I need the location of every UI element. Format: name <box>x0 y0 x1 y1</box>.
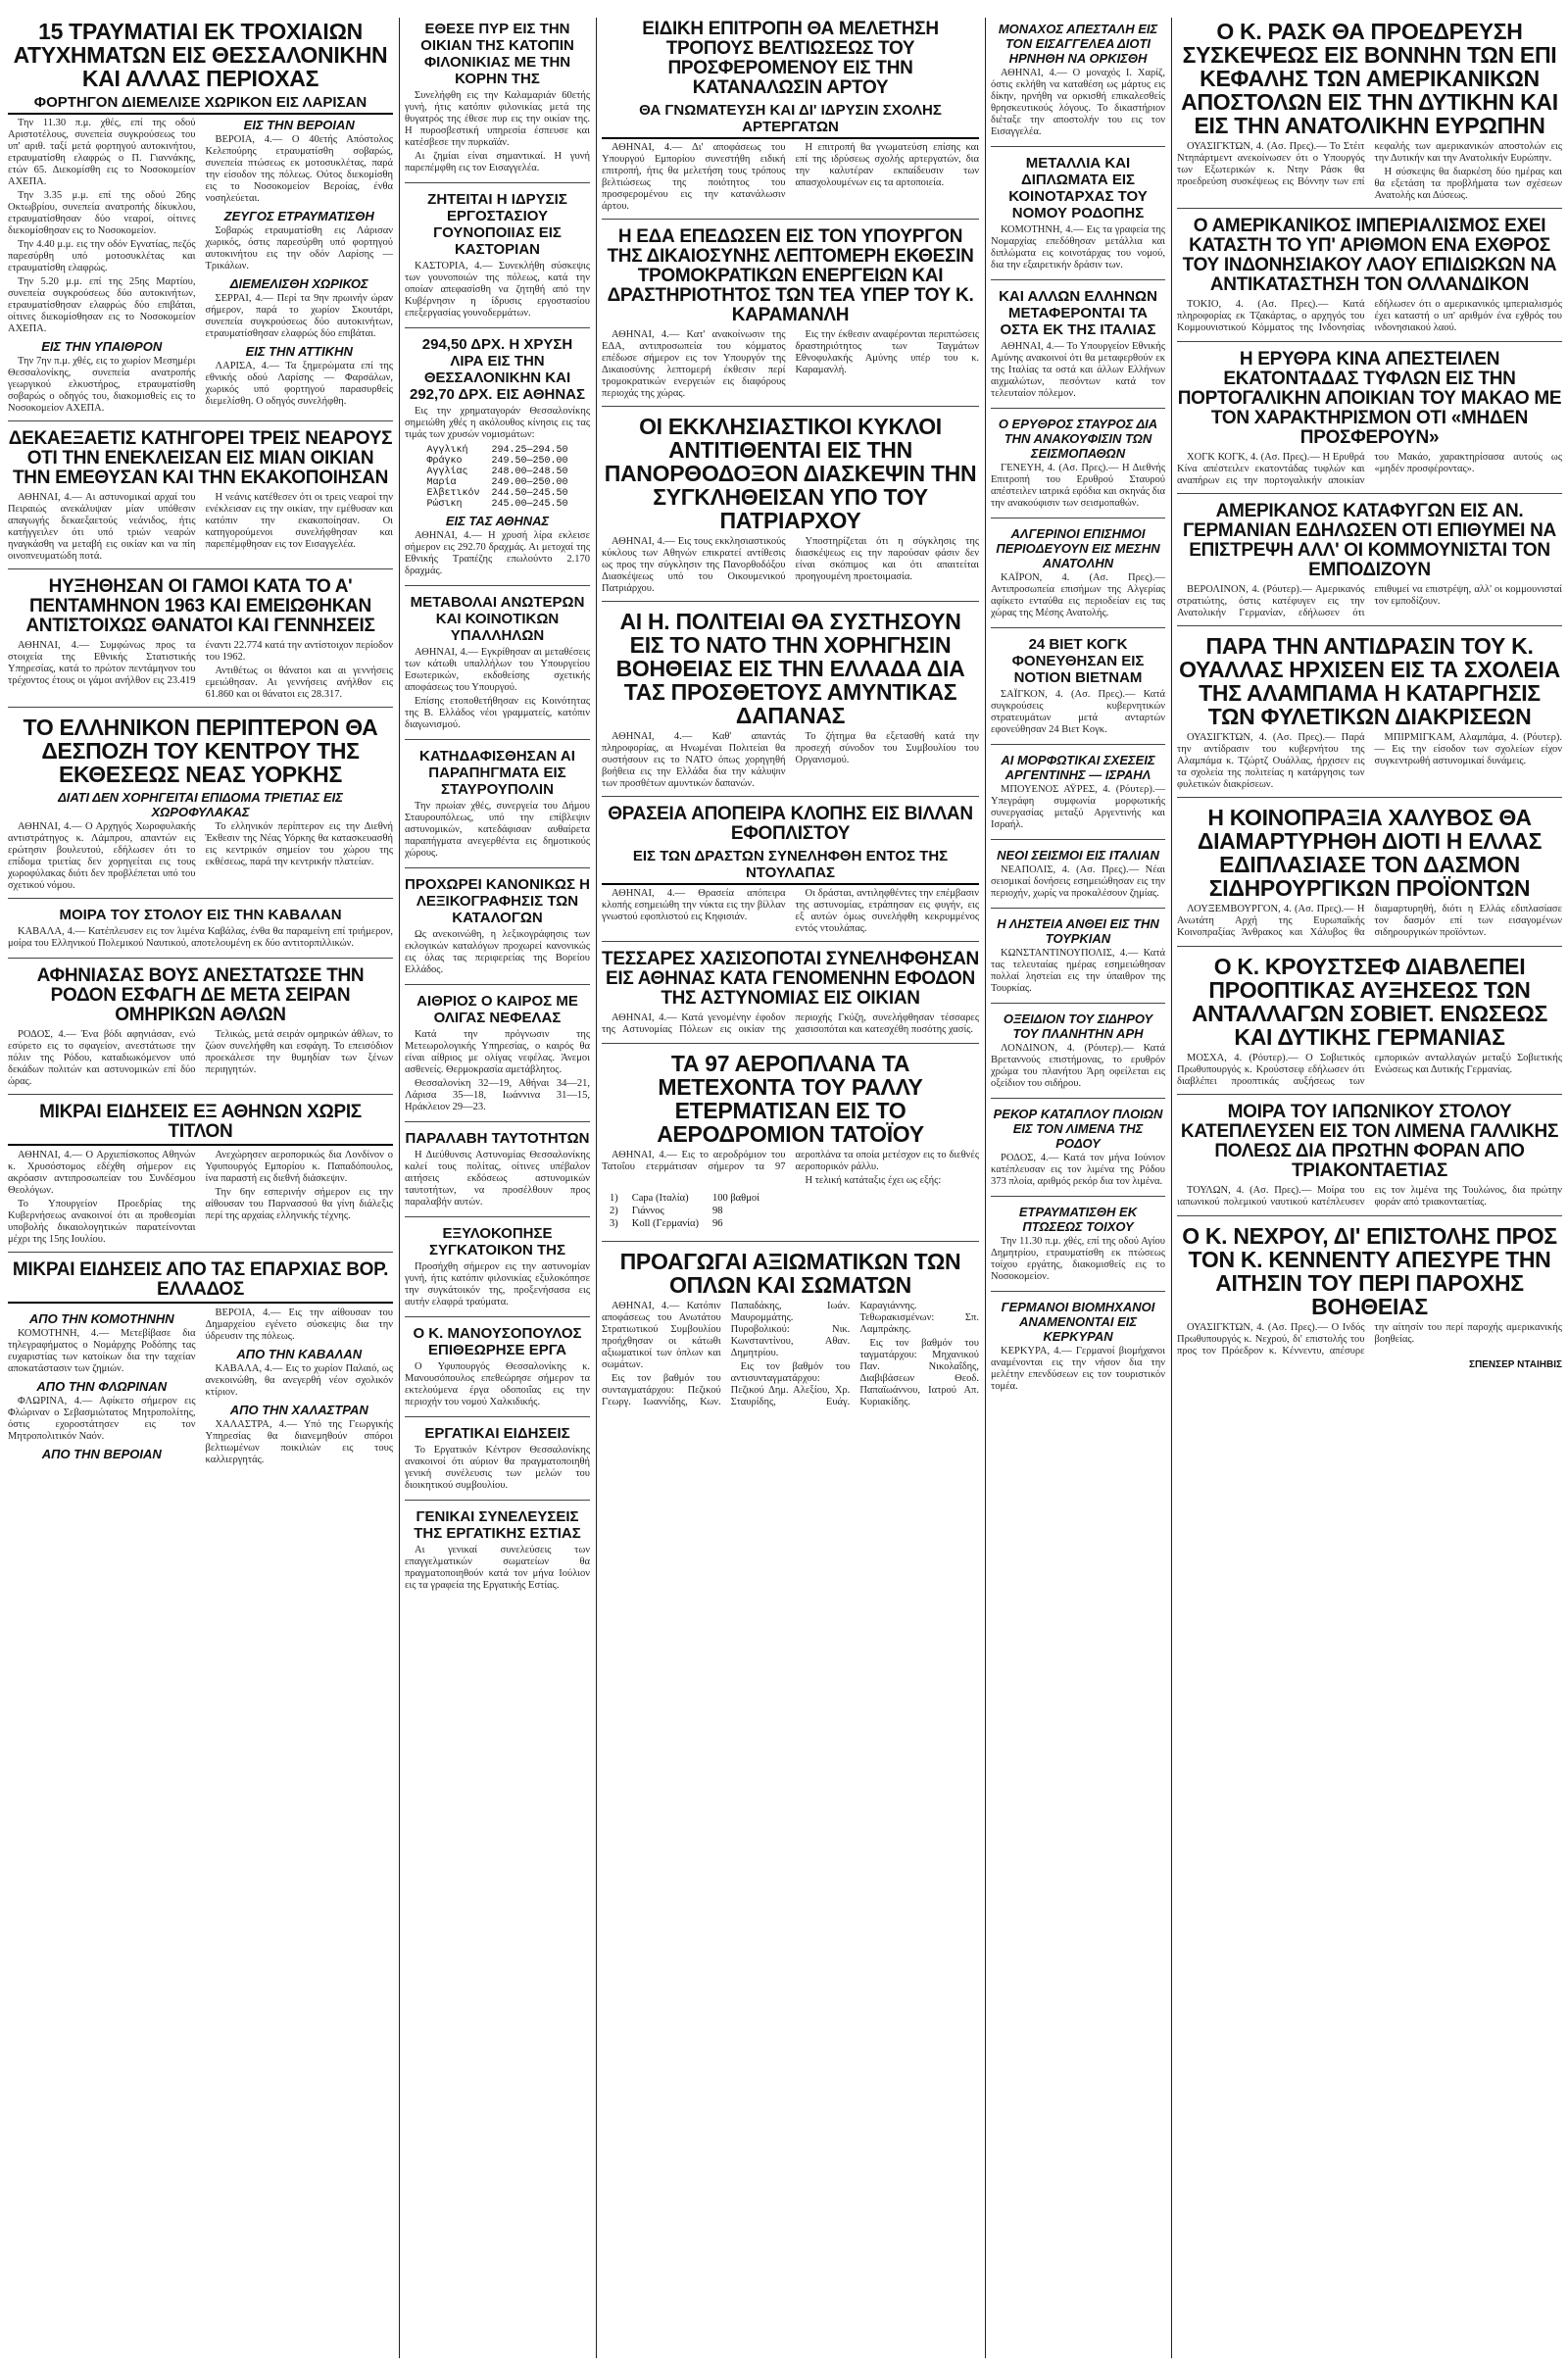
column-4 <box>991 18 1165 2358</box>
column-5 <box>1177 18 1562 2358</box>
paragraph: ΑΘΗΝΑΙ, 4.— Κατά γενομένην έφοδον της Αστυνομίας Πόλεων εις οικίαν της περιοχής Γκύζη, συνελήφθησαν τέσσαρες χασισοπόται και κατεσχέθη ποσότης χασίς. <box>602 1012 979 1035</box>
headline: 24 ΒΙΕΤ ΚΟΓΚ ΦΟΝΕΥΘΗΣΑΝ ΕΙΣ ΝΟΤΙΟΝ ΒΙΕΤΝΑΜ <box>1011 636 1145 686</box>
paragraph: Την 6ην εσπερινήν σήμερον εις την αίθουσαν του Παρνασσού θα γίνη διάλεξις περί της αρχαίας ελληνικής τέχνης. <box>205 1187 393 1221</box>
article-gold-sovereign <box>405 336 590 586</box>
column-3 <box>602 18 979 2358</box>
article-body <box>8 926 393 950</box>
paragraph: ΒΕΡΟΙΑ, 4.— Εις την αίθουσαν του Δημαρχείου εγένετο σύσκεψις δια την ύδρευσιν της πόλεως. <box>205 1307 393 1342</box>
article-japanese-fleet <box>1177 1103 1562 1216</box>
paragraph: Ο Υφυπουργός Θεσσαλονίκης κ. Μανουσόπουλος επεθεώρησε σήμερον τα εκτελούμενα έργα οδοποιΐας εις την περιοχήν του νομού Χαλκιδικής. <box>405 1361 590 1407</box>
section-title: ΖΕΥΓΟΣ ΕΤΡΑΥΜΑΤΙΣΘΗ <box>223 209 374 223</box>
subheadline: ΘΑ ΓΝΩΜΑΤΕΥΣΗ ΚΑΙ ΔΙ' ΙΔΡΥΣΙΝ ΣΧΟΛΗΣ ΑΡΤΕΡΓΑΤΩΝ <box>602 102 979 139</box>
price-label: Φράγκο <box>426 456 463 467</box>
paragraph: ΜΠΟΥΕΝΟΣ ΑΫΡΕΣ, 4. (Ρόυτερ).— Υπεγράφη συμφωνία μορφωτικής συνεργασίας μεταξύ Αργεντινής και Ισραήλ. <box>991 784 1165 830</box>
article-body <box>405 261 590 320</box>
article-officer-promotions <box>602 1250 979 1415</box>
headline: Ο Κ. ΚΡΟΥΣΤΣΕΦ ΔΙΑΒΛΕΠΕΙ ΠΡΟΟΠΤΙΚΑΣ ΑΥΞΗΣΕΩΣ ΤΩΝ ΑΝΤΑΛΛΑΓΩΝ ΣΟΒΙΕΤ. ΕΝΩΣΕΩΣ ΚΑΙ ΔΥΤΙΚΗΣ ΓΕΡΜΑΝΙΑΣ <box>1191 954 1548 1050</box>
article-viet-cong <box>991 636 1165 745</box>
paragraph: Σοβαρώς ετραυματίσθη εις Λάρισαν χωρικός, όστις παρεσύρθη υπό φορτηγού αυτοκινήτου εις την οδόν Λαρίσης — Τρικάλων. <box>205 225 393 271</box>
article-body <box>1177 732 1562 791</box>
headline: ΑΙ ΜΟΡΦΩΤΙΚΑΙ ΣΧΕΣΕΙΣ ΑΡΓΕΝΤΙΝΗΣ — ΙΣΡΑΗΛ <box>1001 753 1155 782</box>
subheadline: ΕΙΣ ΤΩΝ ΔΡΑΣΤΩΝ ΣΥΝΕΛΗΦΘΗ ΕΝΤΟΣ ΤΗΣ ΝΤΟΥΛΑΠΑΣ <box>602 848 979 885</box>
article-body <box>405 929 590 976</box>
headline: Η ΕΡΥΘΡΑ ΚΙΝΑ ΑΠΕΣΤΕΙΛΕΝ ΕΚΑΤΟΝΤΑΔΑΣ ΤΥΦΛΩΝ ΕΙΣ ΤΗΝ ΠΟΡΤΟΓΑΛΙΚΗΝ ΑΠΟΙΚΙΑΝ ΤΟΥ ΜΑΚΑΟ ΜΕ ΤΟΝ ΧΑΡΑΚΤΗΡΙΣΜΟΝ ΟΤΙ «ΜΗΔΕΝ ΠΡΟΣΦΕΡΟΥΝ» <box>1177 349 1562 448</box>
paragraph: ΚΩΝΣΤΑΝΤΙΝΟΥΠΟΛΙΣ, 4.— Κατά τας τελευταίας ημέρας εσημειώθησαν πολλαί ληστείαι εις την ύπαιθρον της Τουρκίας. <box>991 948 1165 994</box>
article-body <box>405 1029 590 1113</box>
article-argentina-israel <box>991 753 1165 840</box>
article-marriages-statistics <box>8 577 393 708</box>
article-macao <box>1177 350 1562 494</box>
section-title: ΑΠΟ ΤΗΝ ΚΟΜΟΤΗΝΗΝ <box>28 1311 174 1326</box>
article-manousopoulos <box>405 1325 590 1417</box>
headline: 15 ΤΡΑΥΜΑΤΙΑΙ ΕΚ ΤΡΟΧΙΑΙΩΝ ΑΤΥΧΗΜΑΤΩΝ ΕΙΣ ΘΕΣΣΑΛΟΝΙΚΗΝ ΚΑΙ ΑΛΛΑΣ ΠΕΡΙΟΧΑΣ <box>13 19 388 91</box>
paragraph: ΣΑΪΓΚΟΝ, 4. (Ασ. Πρες).— Κατά συγκρούσεις κυβερνητικών στρατευμάτων μετά ανταρτών εφονεύθησαν 24 Βιετ Κογκ. <box>991 689 1165 735</box>
article-body <box>1177 584 1562 619</box>
headline: ΝΕΟΙ ΣΕΙΣΜΟΙ ΕΙΣ ΙΤΑΛΙΑΝ <box>997 848 1159 863</box>
table-row <box>604 1193 765 1204</box>
article-fur-factory <box>405 191 590 328</box>
headline: ΜΕΤΑΒΟΛΑΙ ΑΝΩΤΕΡΩΝ ΚΑΙ ΚΟΙΝΟΤΙΚΩΝ ΥΠΑΛΛΗΛΩΝ <box>410 594 585 644</box>
paragraph: Αι γενικαί συνελεύσεις των επαγγελματικών σωματείων θα πραγματοποιηθούν κατά τον μήνα Ιούλιον εις τα γραφεία της Εργατικής Εστίας. <box>405 1545 590 1591</box>
paragraph: ΛΟΥΞΕΜΒΟΥΡΓΟΝ, 4. (Ασ. Πρες).— Η Ανωτάτη Αρχή της Ευρωπαϊκής Κοινοπραξίας Άνθρακος και Χάλυβος θα διαμαρτυρηθή, διότι η Ελλάς εδιπλασίασε τον δασμόν επί των εισαγομένων σιδηρουργικών προϊόντων. <box>1177 904 1562 938</box>
paragraph: ΚΕΡΚΥΡΑ, 4.— Γερμανοί βιομήχανοι αναμένονται εις την νήσον δια την μελέτην επενδύσεων εις τον τουριστικόν τομέα. <box>991 1346 1165 1392</box>
article-body <box>602 1301 979 1409</box>
article-body <box>991 68 1165 138</box>
article-provinces-briefs <box>8 1260 393 1472</box>
article-labor-news <box>405 1425 590 1501</box>
headline: ΜΟΙΡΑ ΤΟΥ ΙΑΠΩΝΙΚΟΥ ΣΤΟΛΟΥ ΚΑΤΕΠΛΕΥΣΕΝ ΕΙΣ ΤΟΝ ΛΙΜΕΝΑ ΓΑΛΛΙΚΗΣ ΠΟΛΕΩΣ ΔΙΑ ΠΡΩΤΗΝ ΦΟΡΑΝ ΑΠΟ ΤΡΙΑΚΟΝΤΑΕΤΙΑΣ <box>1180 1102 1559 1181</box>
headline: ΤΕΣΣΑΡΕΣ ΧΑΣΙΣΟΠΟΤΑΙ ΣΥΝΕΛΗΦΘΗΣΑΝ ΕΙΣ ΑΘΗΝΑΣ ΚΑΤΑ ΓΕΝΟΜΕΝΗΝ ΕΦΟΔΟΝ ΤΗΣ ΑΣΤΥΝΟΜΙΑΣ ΕΙΣ ΟΙΚΙΑΝ <box>602 949 979 1009</box>
paragraph: ΑΘΗΝΑΙ, 4.— Ο μοναχός Ι. Χαρίζ, όστις εκλήθη να καταθέση ως μάρτυς εις δίκην, ηρνήθη να ορκισθή επικαλεσθείς θρησκευτικούς λόγους. Το δικαστήριον διέταξε την αποστολήν του εις τον Εισαγγελέα. <box>991 68 1165 137</box>
article-electoral-lists <box>405 876 590 985</box>
paragraph: Την 3.35 μ.μ. επί της οδού 26ης Οκτωβρίου, συνεπεία ανατροπής δίκυκλου, ετραυματίσθησαν δύο νεαροί, οίτινες διεκομίσθησαν εις το Νοσοκομείον. <box>8 190 196 236</box>
byline: ΣΠΕΝΣΕΡ ΝΤΑΙΗΒΙΣ <box>1468 1359 1562 1370</box>
article-employee-transfers <box>405 594 590 740</box>
headline: ΑΙ Η. ΠΟΛΙΤΕΙΑΙ ΘΑ ΣΥΣΤΗΣΟΥΝ ΕΙΣ ΤΟ ΝΑΤΟ ΤΗΝ ΧΟΡΗΓΗΣΙΝ ΒΟΗΘΕΙΑΣ ΕΙΣ ΤΗΝ ΕΛΛΑΔΑ ΔΙΑ ΤΑΣ ΠΡΟΣΘΕΤΟΥΣ ΑΜΥΝΤΙΚΑΣ ΔΑΠΑΝΑΣ <box>615 609 965 728</box>
paragraph: Υποστηρίζεται ότι η σύγκλησις της διασκέψεως εις την παρούσαν φάσιν δεν είναι σκόπιμος και ότι απαιτείται προηγουμένη προετοιμασία. <box>795 536 979 582</box>
headline: ΟΞΕΙΔΙΟΝ ΤΟΥ ΣΙΔΗΡΟΥ ΤΟΥ ΠΛΑΝΗΤΗΝ ΑΡΗ <box>1003 1011 1153 1041</box>
article-body <box>602 1150 979 1187</box>
article-italy-earthquakes <box>991 848 1165 909</box>
article-body <box>8 118 393 415</box>
paragraph: ΛΑΡΙΣΑ, 4.— Τα ξημερώματα επί της εθνικής οδού Λαρίσης — Φαρσάλων, χωρικός υπό φορτηγού παρασυρθείς διεμελίσθη. Ο οδηγός συνελήφθη. <box>205 361 393 407</box>
headline: Ο Κ. ΡΑΣΚ ΘΑ ΠΡΟΕΔΡΕΥΣΗ ΣΥΣΚΕΨΕΩΣ ΕΙΣ ΒΟΝΝΗΝ ΤΩΝ ΕΠΙ ΚΕΦΑΛΗΣ ΤΩΝ ΑΜΕΡΙΚΑΝΙΚΩΝ ΑΠΟΣΤΟΛΩΝ ΕΙΣ ΤΗΝ ΔΥΤΙΚΗΝ ΚΑΙ ΕΙΣ ΤΗΝ ΑΝΑΤΟΛΙΚΗΝ ΕΥΡΩΠΗΝ <box>1181 19 1558 138</box>
headline: ΑΙΘΡΙΟΣ Ο ΚΑΙΡΟΣ ΜΕ ΟΛΙΓΑΣ ΝΕΦΕΛΑΣ <box>416 993 578 1026</box>
price-label: Μαρία <box>426 477 457 488</box>
headline: ΤΟ ΕΛΛΗΝΙΚΟΝ ΠΕΡΙΠΤΕΡΟΝ ΘΑ ΔΕΣΠΟΖΗ ΤΟΥ ΚΕΝΤΡΟΥ ΤΗΣ ΕΚΘΕΣΕΩΣ ΝΕΑΣ ΥΟΡΚΗΣ <box>23 715 378 787</box>
paragraph: Εις τον βαθμόν του ταγματάρχου: Μηχανικού Παν. Νικολαΐδης, Διαβιβάσεων Θεοδ. Παπαϊωάννου, Ιατρού Απ. Κυριακίδης. <box>859 1338 979 1407</box>
section-title: ΕΙΣ ΤΗΝ ΒΕΡΟΙΑΝ <box>243 118 355 132</box>
article-body <box>405 530 590 577</box>
article-body <box>405 801 590 860</box>
headline: ΔΕΚΑΕΞΑΕΤΙΣ ΚΑΤΗΓΟΡΕΙ ΤΡΕΙΣ ΝΕΑΡΟΥΣ ΟΤΙ ΤΗΝ ΕΝΕΚΛΕΙΣΑΝ ΕΙΣ ΜΙΑΝ ΟΙΚΙΑΝ ΤΗΝ ΕΜΕΘΥΣΑΝ ΚΑΙ ΤΗΝ ΕΚΑΚΟΠΟΙΗΣΑΝ <box>8 428 393 488</box>
column-2 <box>405 18 590 2358</box>
article-beating <box>405 1225 590 1317</box>
headline: Η ΕΔΑ ΕΠΕΔΩΣΕΝ ΕΙΣ ΤΟΝ ΥΠΟΥΡΓΟΝ ΤΗΣ ΔΙΚΑΙΟΣΥΝΗΣ ΛΕΠΤΟΜΕΡΗ ΕΚΘΕΣΙΝ ΤΡΟΜΟΚΡΑΤΙΚΩΝ ΕΝΕΡΓΕΙΩΝ ΚΑΙ ΔΡΑΣΤΗΡΙΟΤΗΤΟΣ ΤΩΝ ΤΕΑ ΥΠΕΡ ΤΟΥ Κ. ΚΑΡΑΜΑΝΛΗ <box>607 226 974 325</box>
headline: ΤΑ 97 ΑΕΡΟΠΛΑΝΑ ΤΑ ΜΕΤΕΧΟΝΤΑ ΤΟΥ ΡΑΛΛΥ ΕΤΕΡΜΑΤΙΣΑΝ ΕΙΣ ΤΟ ΑΕΡΟΔΡΟΜΙΟΝ ΤΑΤΟΪΟΥ <box>657 1051 924 1147</box>
paragraph: ΣΕΡΡΑΙ, 4.— Περί τα 9ην πρωινήν ώραν σήμερον, παρά το χωρίον Σκουτάρι, συνεπεία συγκρούσεως δύο αυτοκινήτων, ετραυματίσθησαν ελαφρώς δύο επιβάται. <box>205 293 393 339</box>
paragraph: ΚΑΣΤΟΡΙΑ, 4.— Συνεκλήθη σύσκεψις των γουνοποιών της πόλεως, κατά την οποίαν απεφασίσθη να ζητηθή από την Κυβέρνησιν η ίδρυσις εργοστασίου επεξεργασίας γουνοδερμάτων. <box>405 261 590 319</box>
price-value: 249.00—250.00 <box>491 477 568 488</box>
paragraph: Εις την έκθεσιν αναφέρονται περιπτώσεις δραστηριότητος των Ταγμάτων Εθνοφυλακής Αμύνης υπέρ του κ. Καραμανλή. <box>795 329 979 375</box>
paragraph: ΑΘΗΝΑΙ, 4.— Εις τους εκκλησιαστικούς κύκλους των Αθηνών επικρατεί αντίθεσις ως προς την σύγκλησιν της Πανορθοδόξου Διασκέψεως υπό του Οικουμενικού Πατριάρχου. <box>602 536 786 594</box>
article-body <box>991 784 1165 831</box>
article-body <box>991 1346 1165 1393</box>
article-body <box>8 1307 393 1466</box>
headline: ΜΟΝΑΧΟΣ ΑΠΕΣΤΑΛΗ ΕΙΣ ΤΟΝ ΕΙΣΑΓΓΕΛΕΑ ΔΙΟΤΙ ΗΡΝΗΘΗ ΝΑ ΟΡΚΙΣΘΗ <box>998 22 1158 66</box>
headline: ΜΙΚΡΑΙ ΕΙΔΗΣΕΙΣ ΑΠΟ ΤΑΣ ΕΠΑΡΧΙΑΣ ΒΟΡ. ΕΛΛΑΔΟΣ <box>8 1260 393 1304</box>
article-body <box>602 536 979 595</box>
paragraph: Εις την χρηματαγοράν Θεσσαλονίκης σημειώθη χθές η ακόλουθος κίνησις εις τας τιμάς των χρυσών νομισμάτων: <box>405 406 590 440</box>
price-value: 294.25—294.50 <box>491 445 568 456</box>
headline: ΓΕΝΙΚΑΙ ΣΥΝΕΛΕΥΣΕΙΣ ΤΗΣ ΕΡΓΑΤΙΚΗΣ ΕΣΤΙΑΣ <box>414 1508 581 1542</box>
paragraph: ΚΟΜΟΤΗΝΗ, 4.— Εις τα γραφεία της Νομαρχίας επεδόθησαν μετάλλια και διπλώματα εις κοινοτάρχας του νομού, δια την εξαιρετικήν δράσιν των. <box>991 224 1165 271</box>
article-nehru-letter <box>1177 1224 1562 1376</box>
paragraph: Το Υπουργείον Προεδρίας της Κυβερνήσεως ανακοινοί ότι αι προθεσμίαι υποβολής δικαιολογητικών παρατείνονται μέχρι της 15ης Ιουλίου. <box>8 1199 196 1245</box>
headline: ΠΑΡΑΛΑΒΗ ΤΑΥΤΟΤΗΤΩΝ <box>405 1130 590 1147</box>
article-remains-italy <box>991 288 1165 409</box>
article-steel-tariff <box>1177 806 1562 947</box>
paragraph: Την 11.30 π.μ. χθές, επί της οδού Αγίου Δημητρίου, ετραυματίσθη εκ πτώσεως τοίχου εργάτης, διακομισθείς εις το Νοσοκομείον. <box>991 1236 1165 1282</box>
paragraph: ΚΑΒΑΛΑ, 4.— Εις το χωρίον Παλαιό, ως ανεκοινώθη, θα ανεγερθή νέον σχολικόν κτίριον. <box>205 1363 393 1398</box>
article-turkey-banditry <box>991 916 1165 1004</box>
entrant: Capa (Ιταλία) <box>631 1193 689 1204</box>
section-title: ΔΙΕΜΕΛΙΣΘΗ ΧΩΡΙΚΟΣ <box>229 276 368 291</box>
headline: ΜΙΚΡΑΙ ΕΙΔΗΣΕΙΣ ΕΞ ΑΘΗΝΩΝ ΧΩΡΙΣ ΤΙΤΛΟΝ <box>8 1103 393 1146</box>
paragraph: ΤΟΚΙΟ, 4. (Ασ. Πρες).— Κατά πληροφορίας εκ Τζακάρτας, ο αρχηγός του Κομμουνιστικού Κόμματος της Ινδονησίας εδήλωσεν ότι ο αμερικανικός ιμπεριαλισμός έχει καταστή ο υπ' αριθμόν ένα εχθρός του ινδονησιακού λαού. <box>1177 299 1562 333</box>
article-body <box>991 1236 1165 1283</box>
article-fleet-kavala <box>8 907 393 959</box>
article-rusk-bonn <box>1177 20 1562 209</box>
article-body <box>405 1361 590 1408</box>
paragraph: Τελικώς, μετά σειράν ομηρικών άθλων, το ζώον συνελήφθη και εσφάγη. Το επεισόδιον προεκάλεσε την θυμηδίαν των ξένων περιηγητών. <box>205 1029 393 1075</box>
headline: ΑΛΓΕΡΙΝΟΙ ΕΠΙΣΗΜΟΙ ΠΕΡΙΟΔΕΥΟΥΝ ΕΙΣ ΜΕΣΗΝ ΑΝΑΤΟΛΗΝ <box>996 526 1160 570</box>
gold-price-table <box>420 445 573 510</box>
paragraph: ΚΟΜΟΤΗΝΗ, 4.— Μετεβίβασε δια τηλεγραφήματος ο Νομάρχης Ροδόπης τας ευχαριστίας των κατοίκων δια την ταχείαν αποκατάστασιν των ζημιών. <box>8 1328 196 1374</box>
paragraph: Την 7ην π.μ. χθές, εις το χωρίον Μεσημέρι Θεσσαλονίκης, συνεπεία ανατροπής γεωργικού ελκυστήρος, ετραυματίσθη σοβαρώς ο οδηγός του, διακομισθείς εις το Νοσοκομείον ΑΧΕΠΑ. <box>8 356 196 414</box>
paragraph: ΚΑΒΑΛΑ, 4.— Κατέπλευσεν εις τον λιμένα Καβάλας, ένθα θα παραμείνη επί τριήμερον, μοίρα του Ελληνικού Πολεμικού Ναυτικού, αποτελουμένη εκ δύο αντιτορπιλλικών. <box>8 926 393 949</box>
article-body <box>405 406 590 441</box>
paragraph: Συνελήφθη εις την Καλαμαριάν 60ετής γυνή, ήτις κατόπιν φιλονικίας μετά της θυγατρός της έθεσε πυρ εις την οικίαν της. Η πυροσβεστική υπηρεσία έσπευσε και κατέσβεσε την πυρκαϊάν. <box>405 90 590 148</box>
article-teen-abuse <box>8 429 393 569</box>
subheadline: ΔΙΑΤΙ ΔΕΝ ΧΟΡΗΓΕΙΤΑΙ ΕΠΙΔΟΜΑ ΤΡΙΕΤΙΑΣ ΕΙΣ ΧΩΡΟΦΥΛΑΚΑΣ <box>58 790 343 819</box>
paragraph: Την 5.20 μ.μ. επί της 25ης Μαρτίου, συνεπεία συγκρούσεως δύο αυτοκινήτων, ετραυματίσθησαν ελαφρώς δύο επιβάται, οίτινες διεκομίσθησαν εις το Νοσοκομείον ΑΧΕΠΑ. <box>8 276 196 334</box>
article-body <box>1177 141 1562 202</box>
article-body <box>1177 1053 1562 1088</box>
paragraph: ΑΘΗΝΑΙ, 4.— Η χρυσή λίρα εκλεισε σήμερον εις 292.70 δραχμάς. Αι μετοχαί της Εθνικής Τραπέζης επωλούντο 2.170 δραχμάς. <box>405 530 590 576</box>
paragraph: ΡΟΔΟΣ, 4.— Ένα βόδι αφηνιάσαν, ενώ εσύρετο εις το σφαγείον, ανεστάτωσε την πόλιν της Ρόδου, καταδιωκόμενον υπό δεκάδων πολιτών και αστυνομικών επί δύο ώρας. <box>8 1029 196 1087</box>
headline: ΟΙ ΕΚΚΛΗΣΙΑΣΤΙΚΟΙ ΚΥΚΛΟΙ ΑΝΤΙΤΙΘΕΝΤΑΙ ΕΙΣ ΤΗΝ ΠΑΝΟΡΘΟΔΟΞΟΝ ΔΙΑΣΚΕΨΙΝ ΤΗΝ ΣΥΓΚΛΗΘΕΙΣΑΝ ΥΠΟ ΤΟΥ ΠΑΤΡΙΑΡΧΟΥ <box>604 414 977 533</box>
headline: ΓΕΡΜΑΝΟΙ ΒΙΟΜΗΧΑΝΟΙ ΑΝΑΜΕΝΟΝΤΑΙ ΕΙΣ ΚΕΡΚΥΡΑΝ <box>1001 1300 1155 1344</box>
article-body <box>1177 1185 1562 1209</box>
paragraph: Αντιθέτως οι θάνατοι και αι γεννήσεις εμειώθησαν. Αι γεννήσεις ανήλθον εις 61.860 και οι θάνατοι εις 28.317. <box>205 666 393 700</box>
price-label: Ελβετικόν <box>426 488 480 499</box>
price-label: Ρώσικη <box>426 499 463 510</box>
paragraph: Κατά την πρόγνωσιν της Μετεωρολογικής Υπηρεσίας, ο καιρός θα είναι αίθριος με ολίγας νεφέλας. Άνεμοι ασθενείς. Θερμοκρασία αμετάβλητος. <box>405 1029 590 1075</box>
rank: 2) <box>610 1206 618 1216</box>
article-alabama-schools <box>1177 634 1562 798</box>
paragraph: Την 4.40 μ.μ. εις την οδόν Εγνατίας, πεζός παρεσύρθη υπό μοτοσυκλέτας και ετραυματίσθη ελαφρώς. <box>8 239 196 273</box>
headline: ΕΡΓΑΤΙΚΑΙ ΕΙΔΗΣΕΙΣ <box>424 1425 570 1442</box>
headline: ΠΑΡΑ ΤΗΝ ΑΝΤΙΔΡΑΣΙΝ ΤΟΥ Κ. ΟΥΑΛΛΑΣ ΗΡΧΙΣΕΝ ΕΙΣ ΤΑ ΣΧΟΛΕΙΑ ΤΗΣ ΑΛΑΜΠΑΜΑ Η ΚΑΤΑΡΓΗΣΙΣ ΤΩΝ ΦΥΛΕΤΙΚΩΝ ΔΙΑΚΡΙΣΕΩΝ <box>1179 633 1560 729</box>
article-body <box>991 572 1165 619</box>
headline: ΚΑΙ ΑΛΛΩΝ ΕΛΛΗΝΩΝ ΜΕΤΑΦΕΡΟΝΤΑΙ ΤΑ ΟΣΤΑ ΕΚ ΤΗΣ ΙΤΑΛΙΑΣ <box>999 288 1157 338</box>
article-rhodes-ox <box>8 966 393 1095</box>
headline: ΜΕΤΑΛΛΙΑ ΚΑΙ ΔΙΠΛΩΜΑΤΑ ΕΙΣ ΚΟΙΝΟΤΑΡΧΑΣ ΤΟΥ ΝΟΜΟΥ ΡΟΔΟΠΗΣ <box>1008 155 1148 222</box>
section-title: ΑΠΟ ΤΗΝ ΚΑΒΑΛΑΝ <box>236 1347 363 1361</box>
entrant: Koll (Γερμανία) <box>631 1218 699 1229</box>
article-mars-iron <box>991 1011 1165 1099</box>
paragraph: ΑΘΗΝΑΙ, 4.— Θρασεία απόπειρα κλοπής εσημειώθη την νύκτα εις την βίλλαν γνωστού εφοπλιστού εις Κηφισιάν. <box>602 888 786 922</box>
paragraph: Η νεάνις κατέθεσεν ότι οι τρεις νεαροί την ενέκλεισαν εις την οικίαν, την εμέθυσαν και κατόπιν την εκακοποίησαν. Οι κατηγορούμενοι συνελήφθησαν και παρεπέμφθησαν εις τον Εισαγγελέα. <box>205 492 393 550</box>
article-arson <box>405 21 590 183</box>
section-title: ΕΙΣ ΤΗΝ ΥΠΑΙΘΡΟΝ <box>41 339 163 354</box>
price-value: 244.50—245.50 <box>491 488 568 499</box>
headline: Ο ΑΜΕΡΙΚΑΝΙΚΟΣ ΙΜΠΕΡΙΑΛΙΣΜΟΣ ΕΧΕΙ ΚΑΤΑΣΤΗ ΤΟ ΥΠ' ΑΡΙΘΜΟΝ ΕΝΑ ΕΧΘΡΟΣ ΤΟΥ ΙΝΔΟΝΗΣΙΑΚΟΥ ΛΑΟΥ ΕΠΙΔΙΩΚΩΝ ΝΑ ΑΝΤΙΚΑΤΑΣΤΗΣΗ ΤΟΝ ΟΛΛΑΝΔΙΚΟΝ <box>1182 216 1557 295</box>
article-body <box>991 463 1165 510</box>
article-body <box>8 1150 393 1246</box>
article-rhodes-port <box>991 1107 1165 1197</box>
article-indonesia <box>1177 217 1562 342</box>
headline: Ο Κ. ΜΑΝΟΥΣΟΠΟΥΛΟΣ ΕΠΙΘΕΩΡΗΣΕ ΕΡΓΑ <box>413 1325 582 1358</box>
headline: ΑΦΗΝΙΑΣΑΣ ΒΟΥΣ ΑΝΕΣΤΑΤΩΣΕ ΤΗΝ ΡΟΔΟΝ ΕΣΦΑΓΗ ΔΕ ΜΕΤΑ ΣΕΙΡΑΝ ΟΜΗΡΙΚΩΝ ΑΘΛΩΝ <box>36 965 365 1025</box>
table-row <box>420 499 573 510</box>
article-nato-aid <box>602 610 979 797</box>
article-khrushchev-trade <box>1177 955 1562 1095</box>
headline: Η ΛΗΣΤΕΙΑ ΑΝΘΕΙ ΕΙΣ ΤΗΝ ΤΟΥΡΚΙΑΝ <box>997 916 1159 946</box>
paragraph: ΑΘΗΝΑΙ, 4.— Εις το αεροδρόμιον του Τατοΐου ετερμάτισαν σήμερον τα 97 αεροπλάνα τα οποία μετέσχον εις το διεθνές αεροπορικόν ράλλυ. <box>602 1150 979 1172</box>
article-body <box>405 1445 590 1492</box>
article-body <box>1177 1322 1562 1357</box>
price-value: 245.00—245.50 <box>491 499 568 510</box>
paragraph: ΑΘΗΝΑΙ, 4.— Δι' αποφάσεως του Υπουργού Εμπορίου συνεστήθη ειδική επιτροπή, ήτις θα μελετήση τους τρόπους βελτιώσεως της ποιότητος του προσφερομένου εις την κατανάλωσιν άρτου. <box>602 142 786 212</box>
article-demolitions <box>405 748 590 868</box>
article-villa-burglary <box>602 805 979 942</box>
article-air-rally <box>602 1052 979 1242</box>
section-title: ΑΠΟ ΤΗΝ ΧΑΛΑΣΤΡΑΝ <box>229 1403 368 1417</box>
rank: 3) <box>610 1218 618 1229</box>
section-title: ΑΠΟ ΤΗΝ ΦΛΩΡΙΝΑΝ <box>36 1379 168 1394</box>
article-hashish-arrests <box>602 950 979 1044</box>
column-1 <box>8 18 393 2358</box>
paragraph: Η επιτροπή θα γνωματεύση επίσης και επί της ιδρύσεως σχολής αρτεργατών, δια την καλυτέραν εκπαίδευσιν των απασχολουμένων εις τα αρτοποιεία. <box>795 142 979 188</box>
table-row <box>604 1218 765 1229</box>
section-title: ΕΙΣ ΤΑΣ ΑΘΗΝΑΣ <box>445 514 550 528</box>
headline: 294,50 ΔΡΧ. Η ΧΡΥΣΗ ΛΙΡΑ ΕΙΣ ΤΗΝ ΘΕΣΣΑΛΟΝΙΚΗΝ ΚΑΙ 292,70 ΔΡΧ. ΕΙΣ ΑΘΗΝΑΣ <box>410 336 585 403</box>
headline: ΠΡΟΧΩΡΕΙ ΚΑΝΟΝΙΚΩΣ Η ΛΕΞΙΚΟΓΡΑΦΗΣΙΣ ΤΩΝ ΚΑΤΑΛΟΓΩΝ <box>405 876 590 926</box>
headline: ΕΞΥΛΟΚΟΠΗΣΕ ΣΥΓΚΑΤΟΙΚΟΝ ΤΗΣ <box>429 1225 565 1258</box>
article-body <box>602 1012 979 1037</box>
paragraph: Προσήχθη σήμερον εις την αστυνομίαν γυνή, ήτις κατόπιν φιλονικίας εξυλοκόπησε την συγκάτοικόν της, προξενήσασα εις αυτήν ελαφρά τραύματα. <box>405 1261 590 1307</box>
paragraph: Η σύσκεψις θα διαρκέση δύο ημέρας και θα εξετάση τα προβλήματα των σχέσεων Ανατολής και Δύσεως. <box>1374 167 1562 201</box>
table-row <box>604 1206 765 1216</box>
paragraph: ΧΟΓΚ ΚΟΓΚ, 4. (Ασ. Πρες).— Η Ερυθρά Κίνα απέστειλεν εκατοντάδας τυφλών και αναπήρων εις την πορτογαλικήν αποικίαν του Μακάο, χαρακτηρίσασα αυτούς ως «μηδέν προσφέροντας». <box>1177 452 1562 486</box>
table-row <box>420 488 573 499</box>
paragraph: ΧΑΛΑΣΤΡΑ, 4.— Υπό της Γεωργικής Υπηρεσίας θα διανεμηθούν σπόροι βελτιωμένων ποικιλιών εις τους καλλιεργητάς. <box>205 1419 393 1465</box>
subheadline: ΦΟΡΤΗΓΟΝ ΔΙΕΜΕΛΙΣΕ ΧΩΡΙΚΟΝ ΕΙΣ ΛΑΡΙΣΑΝ <box>8 94 393 115</box>
headline: ΑΜΕΡΙΚΑΝΟΣ ΚΑΤΑΦΥΓΩΝ ΕΙΣ ΑΝ. ΓΕΡΜΑΝΙΑΝ ΕΔΗΛΩΣΕΝ ΟΤΙ ΕΠΙΘΥΜΕΙ ΝΑ ΕΠΙΣΤΡΕΨΗ ΑΛΛ' ΟΙ ΚΟΜΜΟΥΝΙΣΤΑΙ ΤΟΝ ΕΜΠΟΔΙΖΟΥΝ <box>1183 501 1556 580</box>
section-title: ΑΠΟ ΤΗΝ ΒΕΡΟΙΑΝ <box>41 1447 162 1461</box>
paragraph: ΑΘΗΝΑΙ, 4.— Αι αστυνομικαί αρχαί του Πειραιώς ανεκάλυψαν μίαν υπόθεσιν απαγωγής δεκαεξαετούς νεάνιδος, ήτις κατήγγειλεν ότι υπό τριών νεαρών ηναγκάσθη να μεταβή εις οικίαν και να πίη οινοπνευματώδη ποτά. <box>8 492 196 562</box>
article-body <box>602 731 979 790</box>
article-general-assemblies <box>405 1508 590 1600</box>
price-value: 248.00—248.50 <box>491 467 568 477</box>
article-bread-committee <box>602 20 979 220</box>
rally-results-table <box>602 1191 767 1231</box>
article-body <box>405 1545 590 1592</box>
paragraph: Εις τον βαθμόν του αντισυνταγματάρχου: Πεζικού Δημ. Αλεξίου, Χρ. Σταυρίδης, Ευάγ. Καραγιάννης. Τεθωρακισμένων: Σπ. Λαμπράκης. <box>730 1301 979 1407</box>
table-row <box>420 477 573 488</box>
paragraph: ΓΕΝΕΥΗ, 4. (Ασ. Πρες).— Η Διεθνής Επιτροπή του Ερυθρού Σταυρού απέστειλεν ιατρικά εφόδια και σκηνάς δια την ανακούφισιν των σεισμοπαθών. <box>991 463 1165 509</box>
paragraph: ΑΘΗΝΑΙ, 4.— Το Υπουργείον Εθνικής Αμύνης ανακοινοί ότι θα μεταφερθούν εκ της Ιταλίας τα οστά και άλλων Ελλήνων αιχμαλώτων, πεσόντων κατά τον τελευταίον πόλεμον. <box>991 341 1165 399</box>
article-algerian-officials <box>991 526 1165 628</box>
article-body <box>602 888 979 935</box>
article-body <box>602 142 979 213</box>
paragraph: Θεσσαλονίκη 32—19, Αθήναι 34—21, Λάρισα 35—18, Ιωάννινα 31—15, Ηράκλειον 29—23. <box>405 1078 590 1112</box>
paragraph: ΑΘΗΝΑΙ, 4.— Ο Αρχιεπίσκοπος Αθηνών κ. Χρυσόστομος εδέχθη σήμερον εις ακρόασιν αντιπροσωπείαν του Συνδέσμου Θεολόγων. <box>8 1150 196 1196</box>
score: 96 <box>711 1218 723 1229</box>
paragraph: Ανεχώρησεν αεροπορικώς δια Λονδίνον ο Υφυπουργός Εμπορίου κ. Παπαδόπουλος, ίνα παραστή εις διεθνή διάσκεψιν. <box>205 1150 393 1184</box>
paragraph: Το ελληνικόν περίπτερον εις την Διεθνή Έκθεσιν της Νέας Υόρκης θα κατασκευασθή εις κεντρικόν σημείον του χώρου της εκθέσεως, παρά την κεντρικήν πλατείαν. <box>205 821 393 867</box>
paragraph: Την 11.30 π.μ. χθές, επί της οδού Αριστοτέλους, συνεπεία συγκρούσεως του υπ' αριθ. ταξί μετά φορτηγού αυτοκινήτου, ετραυματίσθη ελαφρώς ο Π. Γιαννάκης, ετών 65. Διεκομίσθη εις το Νοσοκομείον ΑΧΕΠΑ. <box>8 118 196 187</box>
headline: Ο Κ. ΝΕΧΡΟΥ, ΔΙ' ΕΠΙΣΤΟΛΗΣ ΠΡΟΣ ΤΟΝ Κ. ΚΕΝΝΕΝΤΥ ΑΠΕΣΥΡΕ ΤΗΝ ΑΙΤΗΣΙΝ ΤΟΥ ΠΕΡΙ ΠΑΡΟΧΗΣ ΒΟΗΘΕΙΑΣ <box>1182 1223 1557 1319</box>
article-body <box>991 224 1165 271</box>
paragraph: ΦΛΩΡΙΝΑ, 4.— Αφίκετο σήμερον εις Φλώριναν ο Σεβασμιώτατος Μητροπολίτης, όστις εχοροστάτησεν εις τον Μητροπολιτικόν Ναόν. <box>8 1396 196 1442</box>
article-body <box>1177 299 1562 335</box>
price-label: Αγγλική <box>426 445 468 456</box>
headline: ΗΥΞΗΘΗΣΑΝ ΟΙ ΓΑΜΟΙ ΚΑΤΑ ΤΟ Α' ΠΕΝΤΑΜΗΝΟΝ 1963 ΚΑΙ ΕΜΕΙΩΘΗΚΑΝ ΑΝΤΙΣΤΟΙΧΩΣ ΘΑΝΑΤΟΙ ΚΑΙ ΓΕΝΝΗΣΕΙΣ <box>25 576 375 636</box>
score: 100 βαθμοί <box>711 1193 760 1204</box>
paragraph: ΜΠΙΡΜΙΓΚΑΜ, Αλαμπάμα, 4. (Ρόυτερ).— Εις την είσοδον των σχολείων είχον συγκεντρωθή αστυνομικαί δυνάμεις. <box>1374 732 1562 766</box>
article-body <box>991 948 1165 995</box>
paragraph: ΑΘΗΝΑΙ, 4.— Συμφώνως προς τα στοιχεία της Εθνικής Στατιστικής Υπηρεσίας, κατά το πρώτον πεντάμηνον του τρέχοντος έτους οι γάμοι ανήλθον εις 23.419 έναντι 22.774 κατά την αντίστοιχον περίοδον του 1962. <box>8 640 393 686</box>
headline: ΕΙΔΙΚΗ ΕΠΙΤΡΟΠΗ ΘΑ ΜΕΛΕΤΗΣΗ ΤΡΟΠΟΥΣ ΒΕΛΤΙΩΣΕΩΣ ΤΟΥ ΠΡΟΣΦΕΡΟΜΕΝΟΥ ΕΙΣ ΤΗΝ ΚΑΤΑΝΑΛΩΣΙΝ ΑΡΤΟΥ <box>642 19 939 98</box>
paragraph: ΑΘΗΝΑΙ, 4.— Εγκρίθησαν αι μεταθέσεις των κάτωθι υπαλλήλων του Υπουργείου Εσωτερικών, εκδοθείσης σχετικής αποφάσεως του Υπουργού. <box>405 647 590 693</box>
paragraph: ΚΑΪΡΟΝ, 4. (Ασ. Πρες).— Αντιπροσωπεία επισήμων της Αλγερίας αφίκετο ενταύθα εις περιοδείαν εις τας χώρας της Μέσης Ανατολής. <box>991 572 1165 618</box>
article-body <box>602 329 979 400</box>
paragraph: Το Εργατικόν Κέντρον Θεσσαλονίκης ανακοινοί ότι αύριον θα πραγματοποιηθή γενική συνέλευσις των μελών του διοικητικού συμβουλίου. <box>405 1445 590 1491</box>
paragraph: Ως ανεκοινώθη, η λεξικογράφησις των εκλογικών καταλόγων προχωρεί κανονικώς εις όλας τας περιφερείας της Βορείου Ελλάδος. <box>405 929 590 975</box>
article-body <box>8 492 393 563</box>
article-eda-report <box>602 227 979 407</box>
paragraph: Εις τον βαθμόν του συνταγματάρχου: Πεζικού Γεωργ. Ιωαννίδης, Κων. Παπαδάκης, Ιωάν. Μαυρομμάτης. Πυροβολικού: Νικ. Κωνσταντίνου, Αθαν. Δημητρίου. <box>602 1301 851 1407</box>
paragraph: Οι δράσται, αντιληφθέντες την επέμβασιν της αστυνομίας, ετράπησαν εις φυγήν, εις εξ αυτών όμως συνελήφθη κεκρυμμένος εντός ντουλάπας. <box>795 888 979 934</box>
headline: ΡΕΚΟΡ ΚΑΤΑΠΛΟΥ ΠΛΟΙΩΝ ΕΙΣ ΤΟΝ ΛΙΜΕΝΑ ΤΗΣ ΡΟΔΟΥ <box>993 1107 1163 1151</box>
paragraph: ΟΥΑΣΙΓΚΤΩΝ, 4. (Ασ. Πρες).— Ο Ινδός Πρωθυπουργός κ. Νεχρού, δι' επιστολής του προς τον Πρόεδρον κ. Κέννεντυ, απέσυρε την αίτησίν του περί παροχής αμερικανικής βοηθείας. <box>1177 1322 1562 1357</box>
rank: 1) <box>610 1193 618 1204</box>
article-body <box>1177 452 1562 487</box>
table-row <box>420 445 573 456</box>
article-athens-briefs <box>8 1103 393 1253</box>
paragraph: ΒΕΡΟΛΙΝΟΝ, 4. (Ρόυτερ).— Αμερικανός στρατιώτης, όστις κατέφυγεν εις την Ανατολικήν Γερμανίαν, εδήλωσεν ότι επιθυμεί να επιστρέψη, αλλ' οι κομμουνισταί τον εμποδίζουν. <box>1177 584 1562 618</box>
paragraph: Η τελική κατάταξις έχει ως εξής: <box>805 1175 942 1186</box>
article-greek-pavilion <box>8 715 393 899</box>
article-body <box>1177 904 1562 940</box>
article-body <box>405 1261 590 1308</box>
article-body <box>991 1153 1165 1188</box>
paragraph: Επίσης ετοποθετήθησαν εις Κοινότητας της Β. Ελλάδος νέοι γραμματείς, κατόπιν διαγωνισμού. <box>405 696 590 730</box>
article-body <box>8 1029 393 1088</box>
headline: ΚΑΤΗΔΑΦΙΣΘΗΣΑΝ ΑΙ ΠΑΡΑΠΗΓΜΑΤΑ ΕΙΣ ΣΤΑΥΡΟΥΠΟΛΙΝ <box>419 748 575 798</box>
paragraph: Αι ζημίαι είναι σημαντικαί. Η γυνή παρεπέμφθη εις τον Εισαγγελέα. <box>405 151 590 173</box>
article-american-defector <box>1177 502 1562 626</box>
article-body <box>991 1043 1165 1090</box>
headline: Ο ΕΡΥΘΡΟΣ ΣΤΑΥΡΟΣ ΔΙΑ ΤΗΝ ΑΝΑΚΟΥΦΙΣΙΝ ΤΩΝ ΣΕΙΣΜΟΠΑΘΩΝ <box>998 417 1158 461</box>
article-medals-rodopi <box>991 155 1165 280</box>
article-body <box>991 689 1165 736</box>
paragraph: ΡΟΔΟΣ, 4.— Κατά τον μήνα Ιούνιον κατέπλευσαν εις τον λιμένα της Ρόδου 373 πλοία, αριθμός ρεκόρ δια τον λιμένα. <box>991 1153 1165 1187</box>
paragraph: ΛΟΝΔΙΝΟΝ, 4. (Ρόυτερ).— Κατά Βρεταννούς επιστήμονας, το ερυθρόν χρώμα του πλανήτου Άρη οφείλεται εις οξείδιον του σιδήρου. <box>991 1043 1165 1089</box>
headline: ΖΗΤΕΙΤΑΙ Η ΙΔΡΥΣΙΣ ΕΡΓΟΣΤΑΣΙΟΥ ΓΟΥΝΟΠΟΙΙΑΣ ΕΙΣ ΚΑΣΤΟΡΙΑΝ <box>427 191 567 258</box>
headline: ΜΟΙΡΑ ΤΟΥ ΣΤΟΛΟΥ ΕΙΣ ΤΗΝ ΚΑΒΑΛΑΝ <box>59 907 342 923</box>
headline: ΠΡΟΑΓΩΓΑΙ ΑΞΙΩΜΑΤΙΚΩΝ ΤΩΝ ΟΠΛΩΝ ΚΑΙ ΣΩΜΑΤΩΝ <box>619 1249 961 1298</box>
paragraph: ΟΥΑΣΙΓΚΤΩΝ, 4. (Ασ. Πρες).— Το Στέιτ Ντηπάρτμεντ ανεκοίνωσεν ότι ο Υπουργός των Εξωτερικών κ. Ντην Ράσκ θα προεδρεύση συσκέψεως εις Βόννην των επί κεφαλής των αμερικανικών αποστολών εις την Δυτικήν και την Ανατολικήν Ευρώπην. <box>1177 141 1562 187</box>
entrant: Γιάννος <box>631 1206 664 1216</box>
price-label: Αγγλίας <box>426 467 468 477</box>
paragraph: ΑΘΗΝΑΙ, 4.— Κατόπιν αποφάσεως του Ανωτάτου Στρατιωτικού Συμβουλίου προήχθησαν οι κάτωθι αξιωματικοί των όπλων και σωμάτων. <box>602 1301 721 1370</box>
article-body <box>405 90 590 174</box>
paragraph: ΜΟΣΧΑ, 4. (Ρόυτερ).— Ο Σοβιετικός Πρωθυπουργός κ. Κρούστσεφ εδήλωσεν ότι διαβλέπει προοπτικάς αυξήσεως των εμπορικών ανταλλαγών μεταξύ Σοβιετικής Ενώσεως και Δυτικής Γερμανίας. <box>1177 1053 1562 1087</box>
article-red-cross <box>991 417 1165 518</box>
article-monk-oath <box>991 22 1165 147</box>
price-value: 249.50—250.00 <box>491 456 568 467</box>
paragraph: ΑΘΗΝΑΙ, 4.— Καθ' απαντάς πληροφορίας, αι Ηνωμέναι Πολιτείαι θα συστήσουν εις το ΝΑΤΟ όπως χορηγηθή βοήθεια εις την Ελλάδα δια την κάλυψιν των προσθέτων αμυντικών δαπανών. <box>602 731 786 789</box>
table-row <box>420 467 573 477</box>
article-body <box>991 864 1165 900</box>
paragraph: ΝΕΑΠΟΛΙΣ, 4. (Ασ. Πρες).— Νέαι σεισμικαί δονήσεις εσημειώθησαν εις την περιοχήν, χωρίς να προκαλέσουν ζημίας. <box>991 864 1165 899</box>
article-weather <box>405 993 590 1122</box>
article-german-industrialists <box>991 1300 1165 1401</box>
article-id-cards <box>405 1130 590 1217</box>
article-body <box>991 341 1165 400</box>
article-body <box>405 1150 590 1209</box>
paragraph: ΑΘΗΝΑΙ, 4.— Ο Αρχηγός Χωροφυλακής αντιστράτηγος κ. Λάμπρου, απαντών εις ερώτησιν βουλευτού, εδήλωσεν ότι το επίδομα τριετίας δεν χορηγείται εις τους χωροφύλακας διότι δεν προβλέπεται υπό του σχετικού νόμου. <box>8 821 196 891</box>
paragraph: ΒΕΡΟΙΑ, 4.— Ο 40ετής Απόστολος Κελεπούρης ετραυματίσθη σοβαρώς, συνεπεία πτώσεως εκ μοτοσυκλέτας, παρά την είσοδον της πόλεως. Ούτος διεκομίσθη εις το Νοσοκομείον Βεροίας, ένθα νοσηλεύεται. <box>205 134 393 204</box>
article-body <box>405 647 590 731</box>
paragraph: ΟΥΑΣΙΓΚΤΩΝ, 4. (Ασ. Πρες).— Παρά την αντίδρασιν του κυβερνήτου της Αλαμπάμα κ. Τζώρτζ Ουάλλας, ήρχισεν εις τα σχολεία της πολιτείας η κατάργησις των φυλετικών διακρίσεων. <box>1177 732 1365 790</box>
table-row <box>420 456 573 467</box>
article-church-circles <box>602 415 979 602</box>
paragraph: Η Διεύθυνσις Αστυνομίας Θεσσαλονίκης καλεί τους πολίτας, οίτινες υπέβαλον αιτήσεις εκδόσεως αστυνομικών ταυτοτήτων, να προσέλθουν προς παραλαβήν αυτών. <box>405 1150 590 1208</box>
paragraph: Την πρωίαν χθές, συνεργεία του Δήμου Σταυρουπόλεως, υπό την επίβλεψιν αστυνομικών, κατεδάφισαν αυθαίρετα παραπήγματα ανεγερθέντα εις δημοτικούς χώρους. <box>405 801 590 859</box>
paragraph: Το ζήτημα θα εξετασθή κατά την προσεχή σύνοδον του Συμβουλίου του Οργανισμού. <box>795 731 979 765</box>
section-title: ΕΙΣ ΤΗΝ ΑΤΤΙΚΗΝ <box>245 344 353 359</box>
article-traffic-accidents <box>8 20 393 421</box>
paragraph: ΤΟΥΛΩΝ, 4. (Ασ. Πρες).— Μοίρα του ιαπωνικού πολεμικού ναυτικού κατέπλευσεν εις τον λιμένα της Τουλώνος, δια πρώτην φοράν από τριακονταετίας. <box>1177 1185 1562 1208</box>
headline: ΕΤΡΑΥΜΑΤΙΣΘΗ ΕΚ ΠΤΩΣΕΩΣ ΤΟΙΧΟΥ <box>1018 1205 1138 1234</box>
headline: ΕΘΕΣΕ ΠΥΡ ΕΙΣ ΤΗΝ ΟΙΚΙΑΝ ΤΗΣ ΚΑΤΟΠΙΝ ΦΙΛΟΝΙΚΙΑΣ ΜΕ ΤΗΝ ΚΟΡΗΝ ΤΗΣ <box>420 21 574 87</box>
score: 98 <box>711 1206 723 1216</box>
article-body <box>8 821 393 892</box>
headline: Η ΚΟΙΝΟΠΡΑΞΙΑ ΧΑΛΥΒΟΣ ΘΑ ΔΙΑΜΑΡΤΥΡΗΘΗ ΔΙΟΤΙ Η ΕΛΛΑΣ ΕΔΙΠΛΑΣΙΑΣΕ ΤΟΝ ΔΑΣΜΟΝ ΣΙΔΗΡΟΥΡΓΙΚΩΝ ΠΡΟΪΟΝΤΩΝ <box>1197 805 1543 901</box>
headline: ΘΡΑΣΕΙΑ ΑΠΟΠΕΙΡΑ ΚΛΟΠΗΣ ΕΙΣ ΒΙΛΛΑΝ ΕΦΟΠΛΙΣΤΟΥ <box>608 804 973 844</box>
article-wall-collapse <box>991 1205 1165 1292</box>
article-body <box>8 640 393 701</box>
paragraph: ΑΘΗΝΑΙ, 4.— Κατ' ανακοίνωσιν της ΕΔΑ, αντιπροσωπεία του κόμματος επέδωσε σήμερον εις τον Υπουργόν της Δικαιοσύνης λεπτομερή έκθεσιν περί τρομοκρατικών ενεργειών εις διαφόρους περιοχάς της χώρας. <box>602 329 786 399</box>
